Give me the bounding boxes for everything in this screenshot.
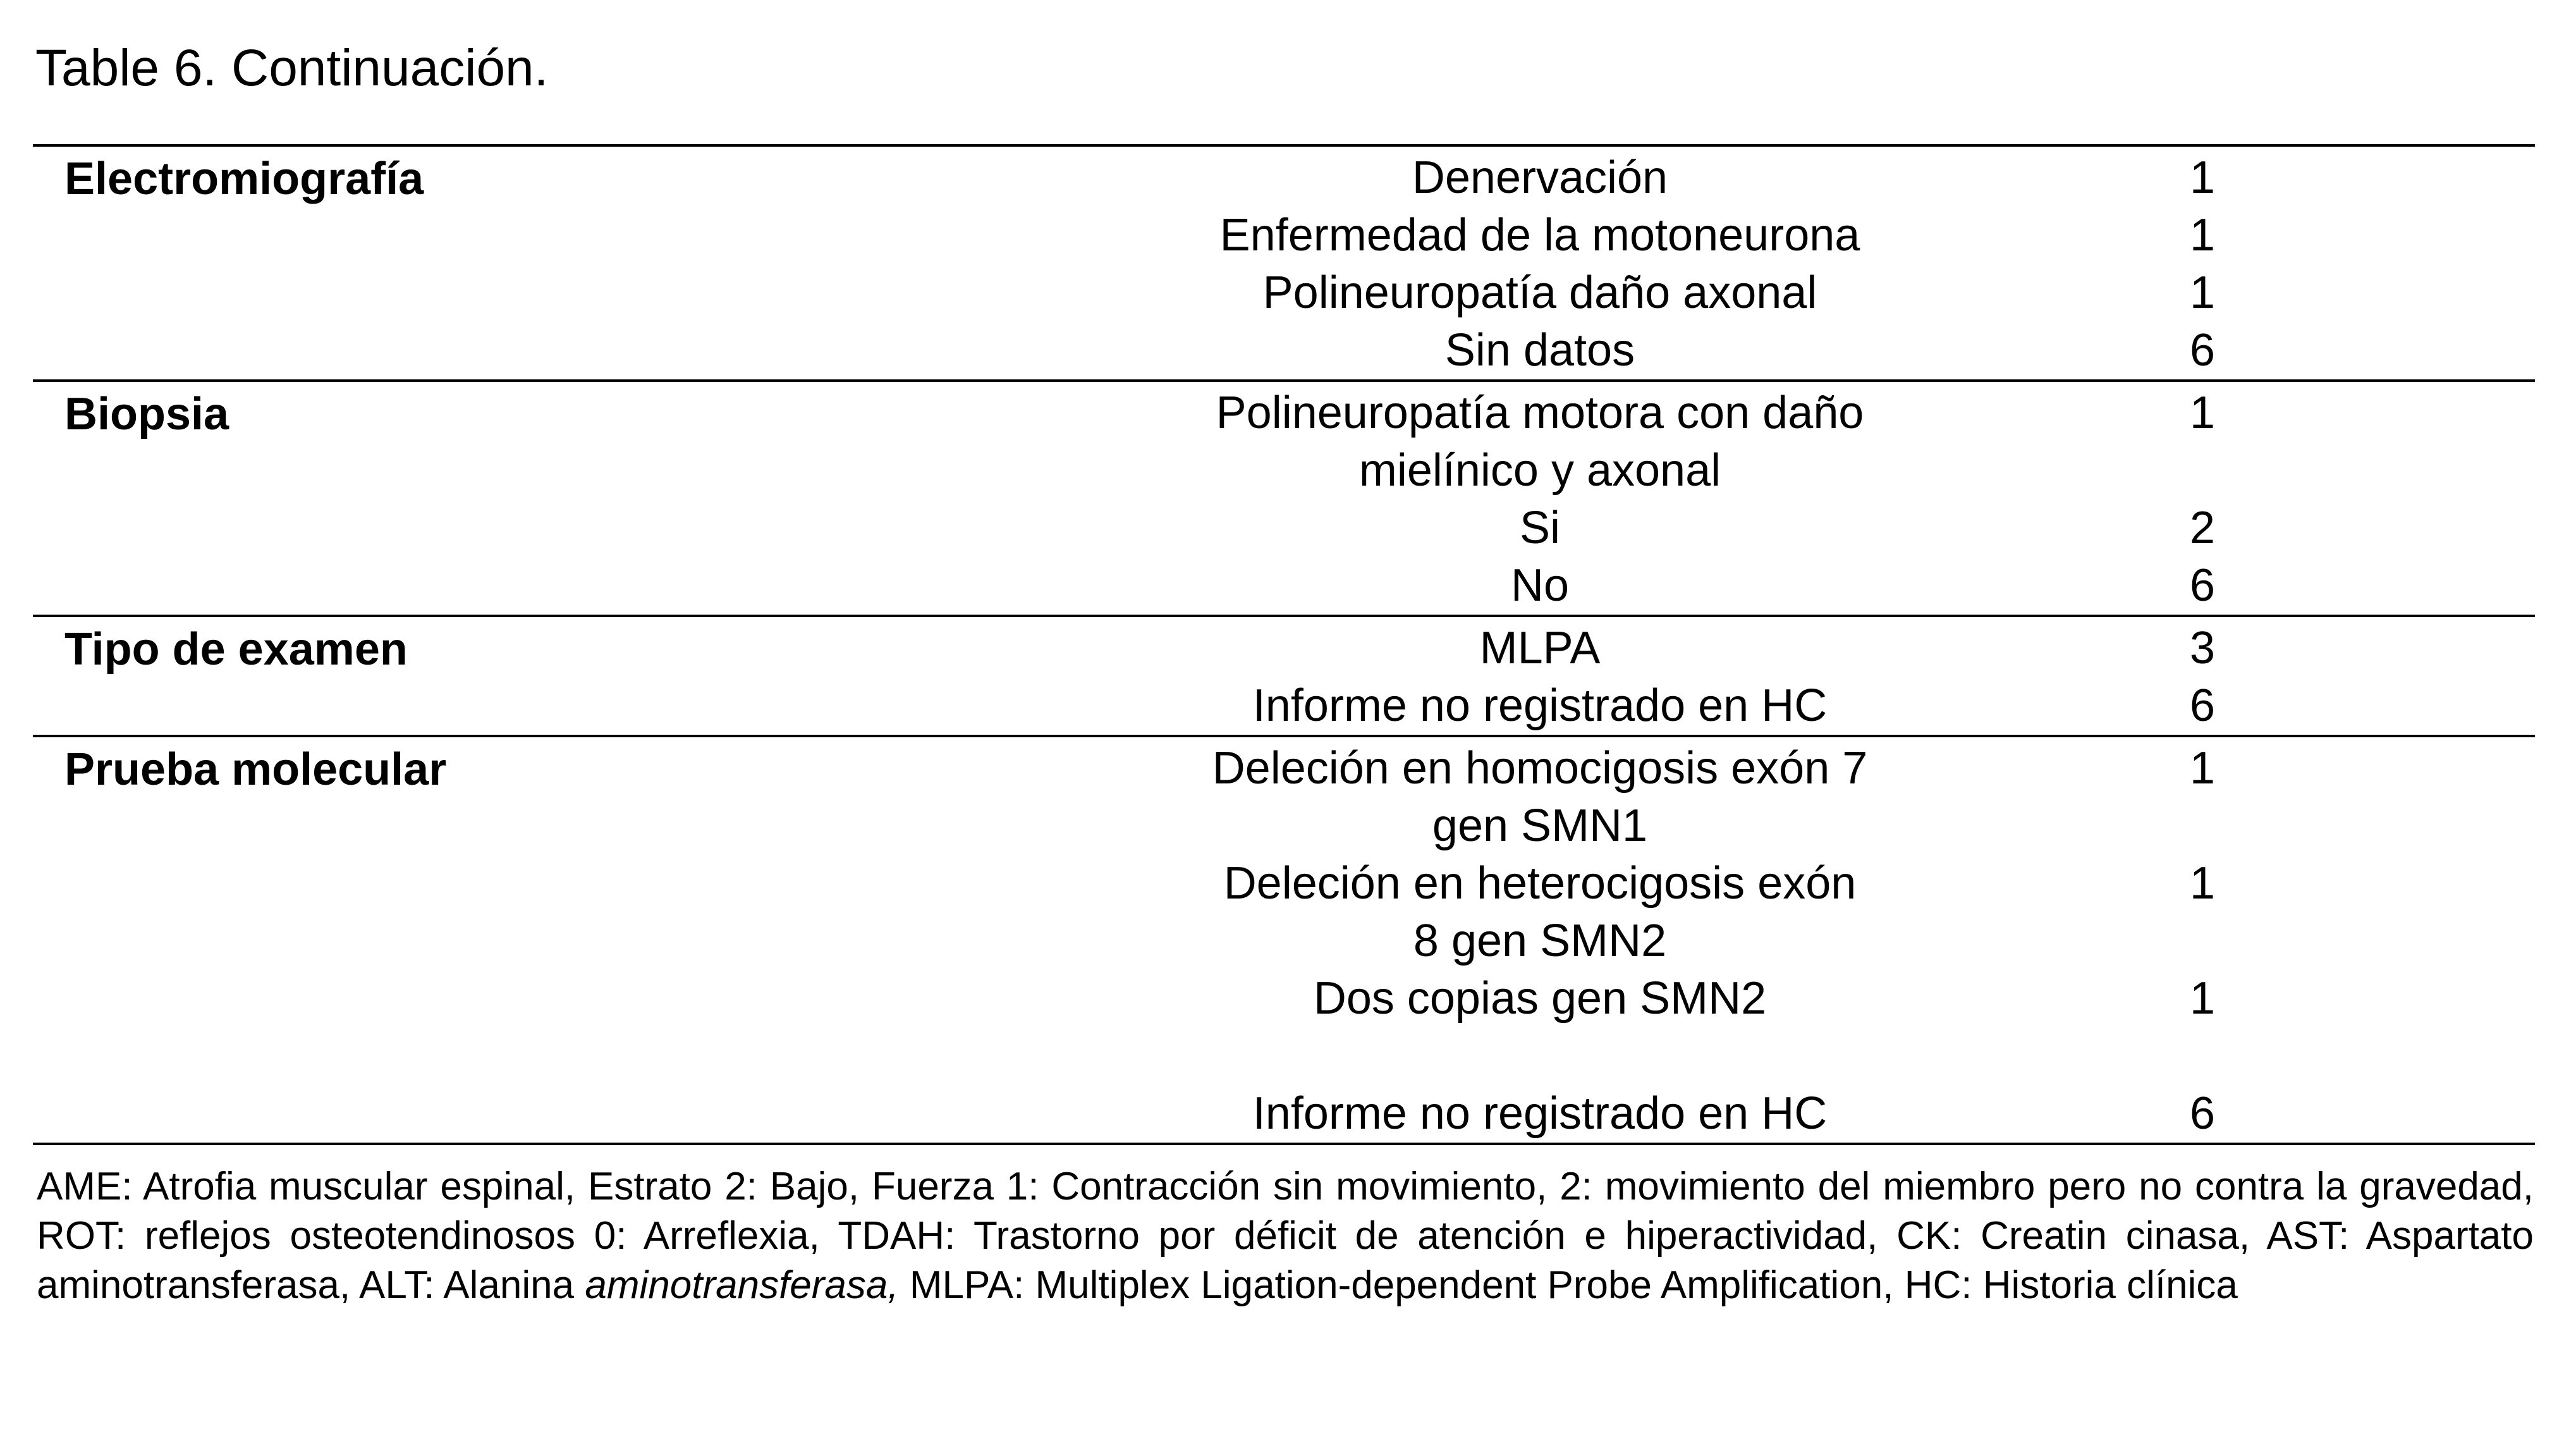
row-value: 1 [2189, 973, 2216, 1024]
footnote-text: MLPA: Multiplex Ligation-dependent Probe Amplification, HC: Historia clínica [898, 1263, 2238, 1307]
row-value: 1 [2189, 152, 2216, 203]
footnote-italic-text: aminotransferasa, [585, 1263, 899, 1307]
group-label: Electromiografía [64, 154, 424, 204]
data-table [33, 144, 2535, 1145]
row-value: 1 [2189, 743, 2216, 794]
row-value: 2 [2189, 503, 2216, 553]
table-row [33, 855, 2535, 970]
table-row [33, 264, 2535, 322]
row-value: 6 [2189, 325, 2216, 376]
row-description: Enfermedad de la motoneurona [1219, 210, 1860, 261]
row-description: Polineuropatía daño axonal [1262, 267, 1817, 318]
table-row [33, 557, 2535, 615]
row-description-line: 8 gen SMN2 [1413, 916, 1667, 966]
table-row [33, 500, 2535, 557]
row-description-line: Polineuropatía motora con daño [1216, 388, 1864, 438]
row-value: 6 [2189, 1088, 2216, 1139]
row-description: MLPA [1479, 623, 1601, 673]
blank-line [1090, 1028, 1990, 1085]
row-description: Si [1519, 503, 1561, 553]
table-row [33, 1085, 2535, 1143]
row-description: Informe no registrado en HC [1252, 1088, 1828, 1139]
table-row-spacer [33, 1028, 2535, 1085]
row-description-line: gen SMN1 [1432, 801, 1648, 851]
row-description [1090, 855, 1990, 970]
row-description-line: mielínico y axonal [1358, 445, 1721, 496]
row-value: 6 [2189, 680, 2216, 731]
row-description-line: Deleción en heterocigosis exón [1223, 858, 1857, 909]
table-row [33, 620, 2535, 677]
group-label: Biopsia [64, 389, 229, 439]
row-value: 1 [2189, 210, 2216, 261]
table-group-tipo-de-examen [33, 615, 2535, 735]
row-description: Sin datos [1444, 325, 1635, 376]
row-description: Informe no registrado en HC [1252, 680, 1828, 731]
group-label: Tipo de examen [64, 624, 408, 675]
table-group-prueba-molecular [33, 735, 2535, 1145]
table-row [33, 970, 2535, 1028]
row-description [1090, 384, 1990, 500]
row-value: 6 [2189, 560, 2216, 611]
row-description: Denervación [1412, 152, 1668, 203]
table-row [33, 384, 2535, 500]
row-value: 1 [2189, 267, 2216, 318]
row-description-line: Deleción en homocigosis exón 7 [1212, 743, 1868, 794]
row-description [1090, 740, 1990, 855]
row-value: 1 [2189, 858, 2216, 909]
table-row [33, 207, 2535, 264]
table-footnote [37, 1162, 2534, 1310]
group-label: Prueba molecular [64, 744, 447, 795]
row-value: 1 [2189, 388, 2216, 438]
table-row [33, 677, 2535, 735]
table-group-biopsia [33, 379, 2535, 615]
table-row [33, 322, 2535, 379]
table-caption: Table 6. Continuación. [35, 39, 549, 97]
row-description: No [1510, 560, 1570, 611]
footnote-text: AME: Atrofia muscular espinal, Estrato 2: Bajo, Fuerza 1: Contracción sin movimiento, 2: movimiento del miembro pero no contra la gravedad, ROT: reflejos osteotendinosos 0: Arreflexia, TDAH: Trastorno por déficit de atención e hiperactividad, CK: Creatin cinasa, AST: Aspartato aminotransferasa, ALT: Alanina [37, 1165, 2534, 1307]
row-description: Dos copias gen SMN2 [1313, 973, 1767, 1024]
row-value: 3 [2189, 623, 2216, 673]
table-group-electromiografia [33, 144, 2535, 379]
